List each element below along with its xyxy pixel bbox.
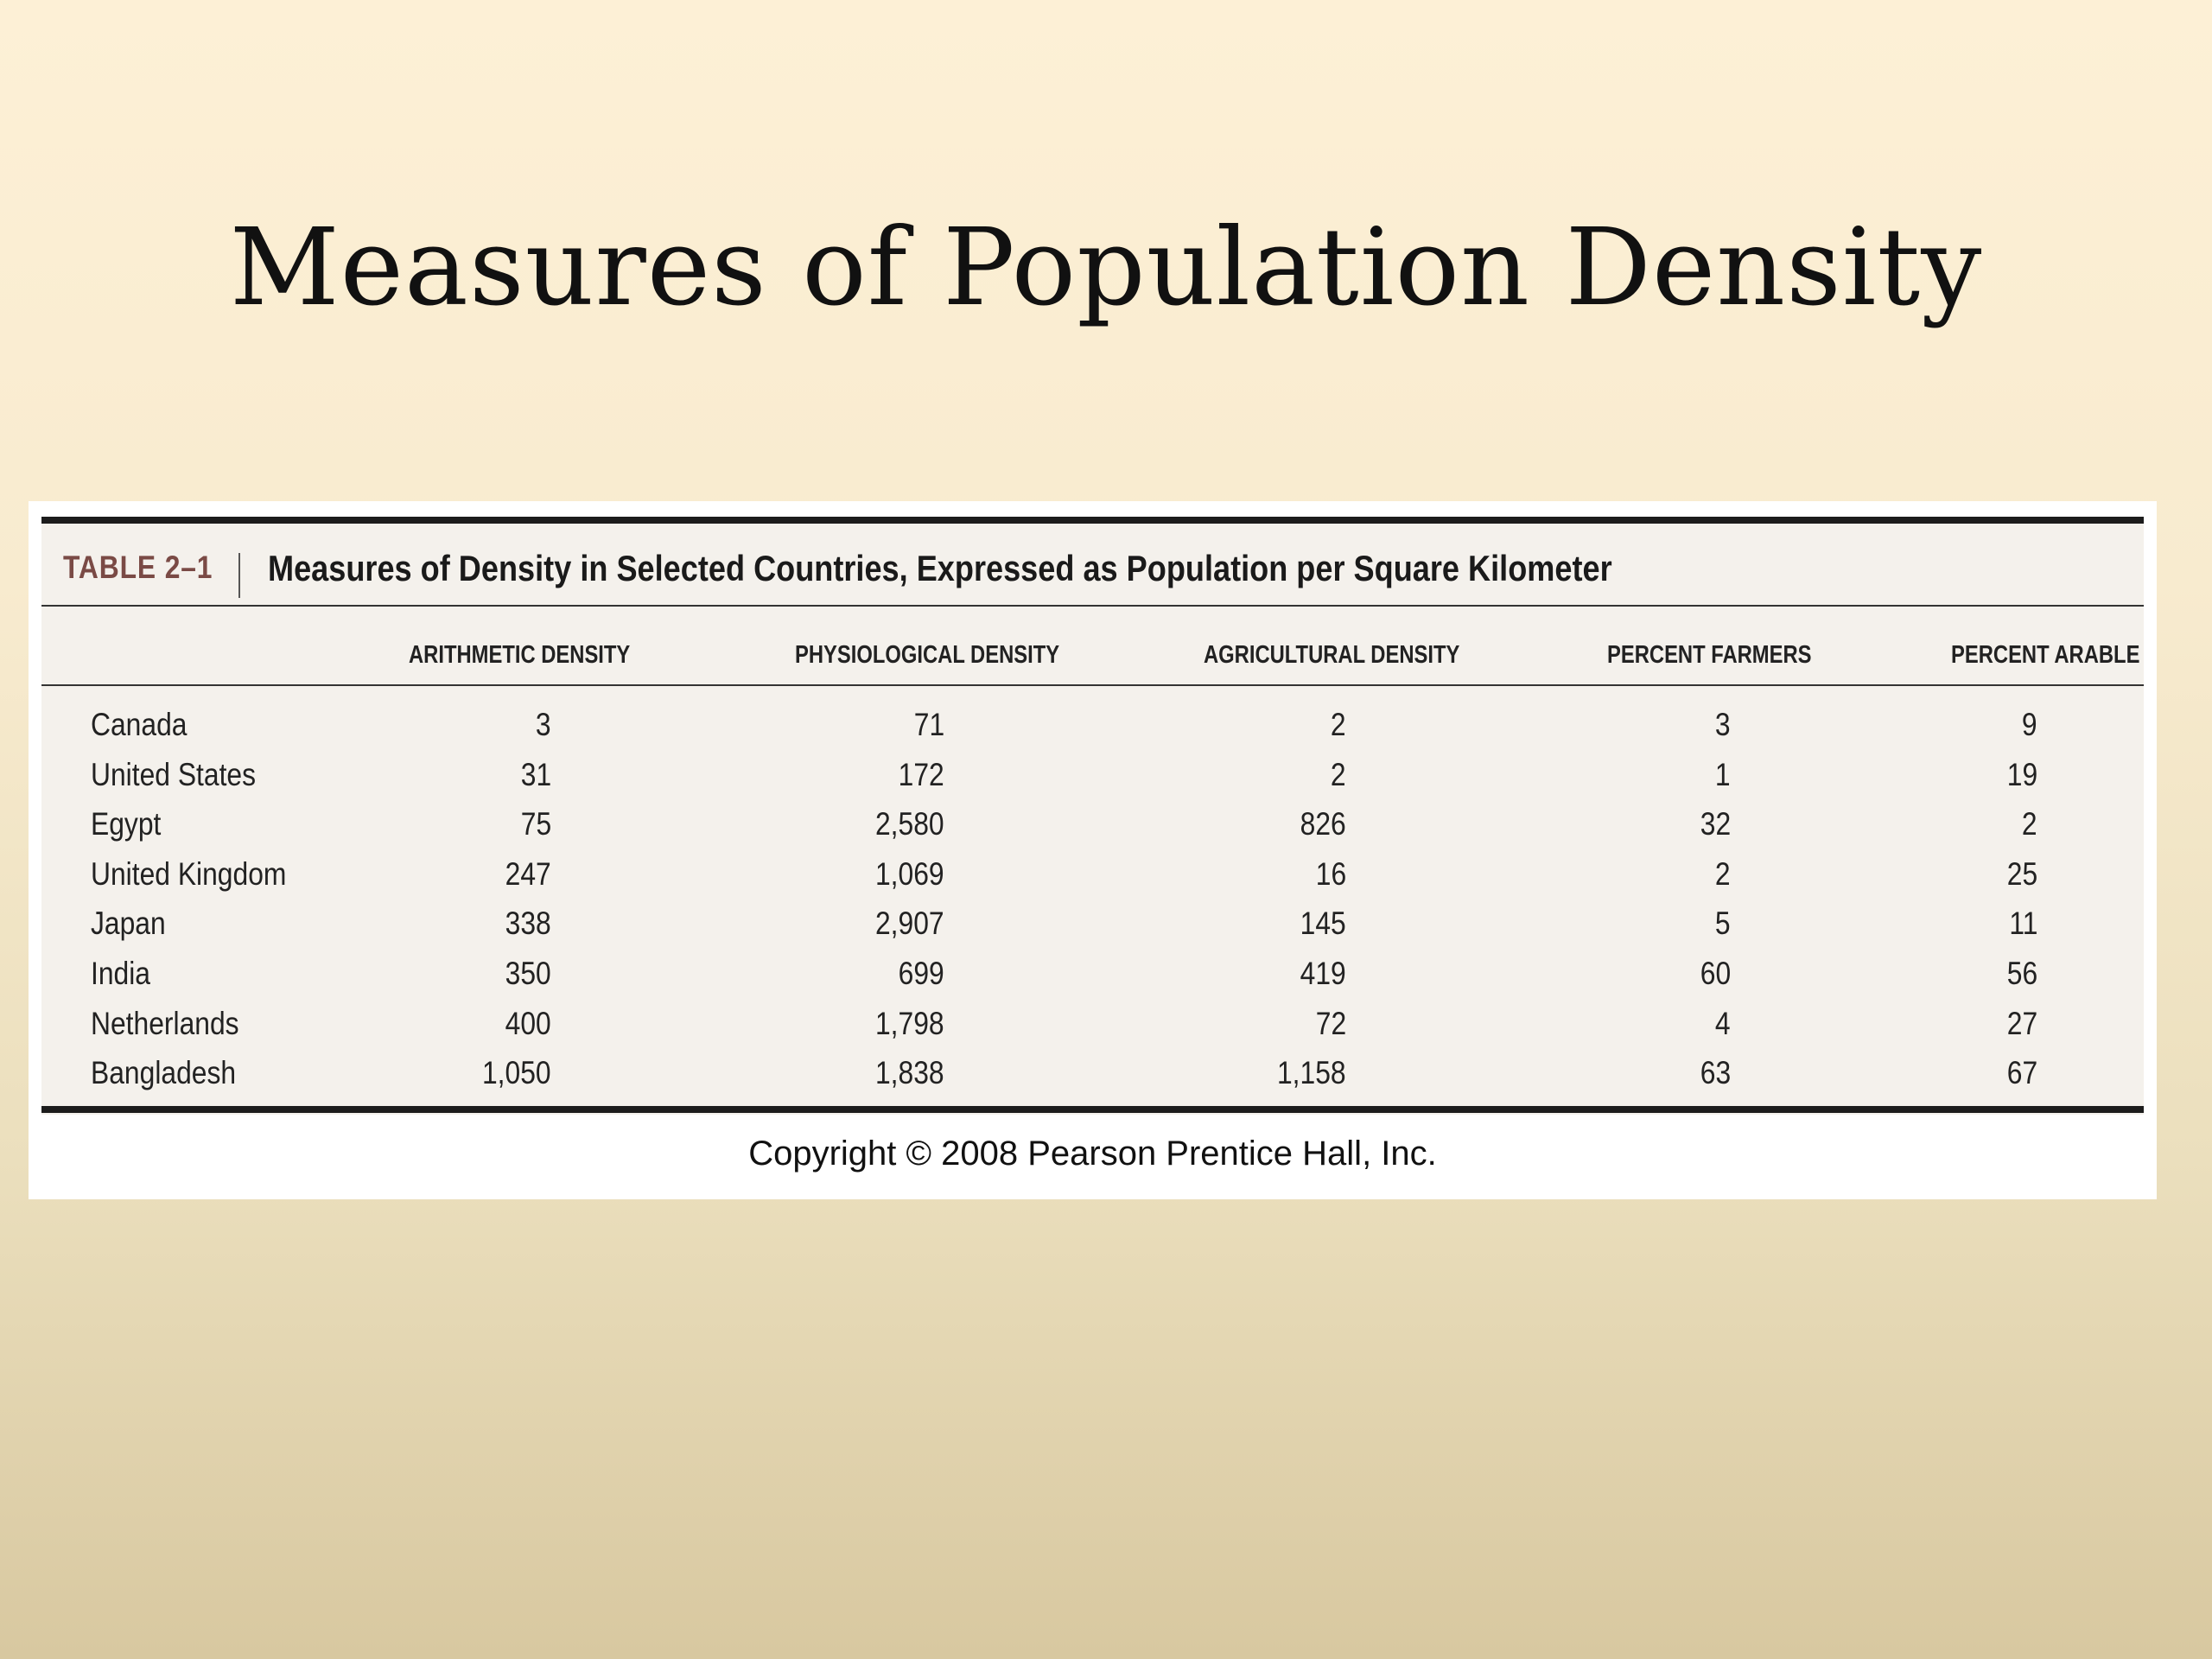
- cell-agricultural-density: 2: [1331, 707, 1346, 742]
- cell-percent-farmers: 4: [1715, 1005, 1731, 1041]
- country-name: United States: [91, 756, 257, 792]
- cell-arithmetic-density: 31: [520, 756, 551, 792]
- cell-arithmetic-density: 3: [536, 707, 551, 742]
- cell-arithmetic-density: 350: [505, 956, 551, 991]
- cell-arithmetic-density: 338: [505, 906, 551, 942]
- cell-percent-arable: 19: [2006, 756, 2037, 792]
- cell-percent-farmers: 32: [1700, 806, 1731, 842]
- table-row: [41, 750, 2144, 800]
- cell-physiological-density: 1,838: [875, 1055, 944, 1091]
- country-name: Japan: [91, 906, 166, 942]
- country-name: Canada: [91, 707, 188, 742]
- cell-percent-arable: 2: [2022, 806, 2037, 842]
- country-name: Netherlands: [91, 1005, 239, 1041]
- table-row: [41, 899, 2144, 949]
- country-name: Egypt: [91, 806, 162, 842]
- table-row: [41, 1048, 2144, 1098]
- cell-percent-farmers: 2: [1715, 855, 1731, 892]
- cell-agricultural-density: 826: [1300, 806, 1346, 842]
- column-header-arithmetic-density: ARITHMETIC DENSITY: [409, 641, 631, 669]
- cell-physiological-density: 699: [898, 956, 944, 991]
- table-caption-row: [41, 524, 2144, 607]
- table-caption: Measures of Density in Selected Countries, Expressed as Population per Square Kilometer: [268, 548, 1612, 588]
- cell-percent-farmers: 1: [1715, 756, 1731, 792]
- cell-agricultural-density: 145: [1300, 906, 1346, 942]
- cell-physiological-density: 2,907: [875, 906, 944, 942]
- cell-percent-farmers: 63: [1700, 1055, 1731, 1091]
- cell-percent-arable: 25: [2006, 855, 2037, 892]
- cell-agricultural-density: 16: [1315, 855, 1346, 892]
- cell-agricultural-density: 2: [1331, 756, 1346, 792]
- cell-percent-farmers: 5: [1715, 906, 1731, 942]
- column-header-physiological-density: PHYSIOLOGICAL DENSITY: [795, 641, 1060, 669]
- cell-agricultural-density: 1,158: [1277, 1055, 1346, 1091]
- table-image-panel: [29, 501, 2157, 1199]
- table-row: [41, 799, 2144, 849]
- cell-physiological-density: 172: [898, 756, 944, 792]
- table-row: [41, 949, 2144, 999]
- copyright-notice: Copyright © 2008 Pearson Prentice Hall, Inc.: [748, 1135, 1437, 1173]
- country-name: India: [91, 956, 151, 991]
- cell-percent-farmers: 3: [1715, 707, 1731, 742]
- cell-percent-arable: 11: [2008, 906, 2037, 942]
- header-rule: [41, 684, 2144, 686]
- table-top-rule: [41, 517, 2144, 524]
- table-row: [41, 999, 2144, 1049]
- cell-arithmetic-density: 1,050: [482, 1055, 551, 1091]
- country-name: Bangladesh: [91, 1055, 237, 1091]
- cell-percent-arable: 56: [2006, 956, 2037, 991]
- table-row: [41, 700, 2144, 750]
- cell-physiological-density: 2,580: [875, 806, 944, 842]
- column-header-percent-farmers: PERCENT FARMERS: [1607, 641, 1812, 669]
- table-number-label: TABLE 2–1: [63, 550, 213, 585]
- column-header-agricultural-density: AGRICULTURAL DENSITY: [1204, 641, 1460, 669]
- cell-physiological-density: 1,798: [875, 1005, 944, 1041]
- cell-physiological-density: 1,069: [875, 855, 944, 892]
- cell-arithmetic-density: 75: [520, 806, 551, 842]
- cell-percent-farmers: 60: [1700, 956, 1731, 991]
- cell-arithmetic-density: 247: [505, 855, 551, 892]
- slide-title: Measures of Population Density: [229, 206, 1983, 330]
- cell-physiological-density: 71: [913, 707, 944, 742]
- cell-arithmetic-density: 400: [505, 1005, 551, 1041]
- cell-percent-arable: 67: [2006, 1055, 2037, 1091]
- caption-rule: [41, 605, 2144, 607]
- cell-percent-arable: 27: [2006, 1005, 2037, 1041]
- density-table: [41, 517, 2144, 1115]
- column-header-percent-arable: PERCENT ARABLE: [1951, 641, 2140, 669]
- country-name: United Kingdom: [91, 855, 287, 892]
- caption-divider: [238, 553, 240, 598]
- table-row: [41, 849, 2144, 899]
- cell-percent-arable: 9: [2022, 707, 2037, 742]
- cell-agricultural-density: 72: [1315, 1005, 1346, 1041]
- cell-agricultural-density: 419: [1300, 956, 1346, 991]
- table-bottom-rule: [41, 1106, 2144, 1113]
